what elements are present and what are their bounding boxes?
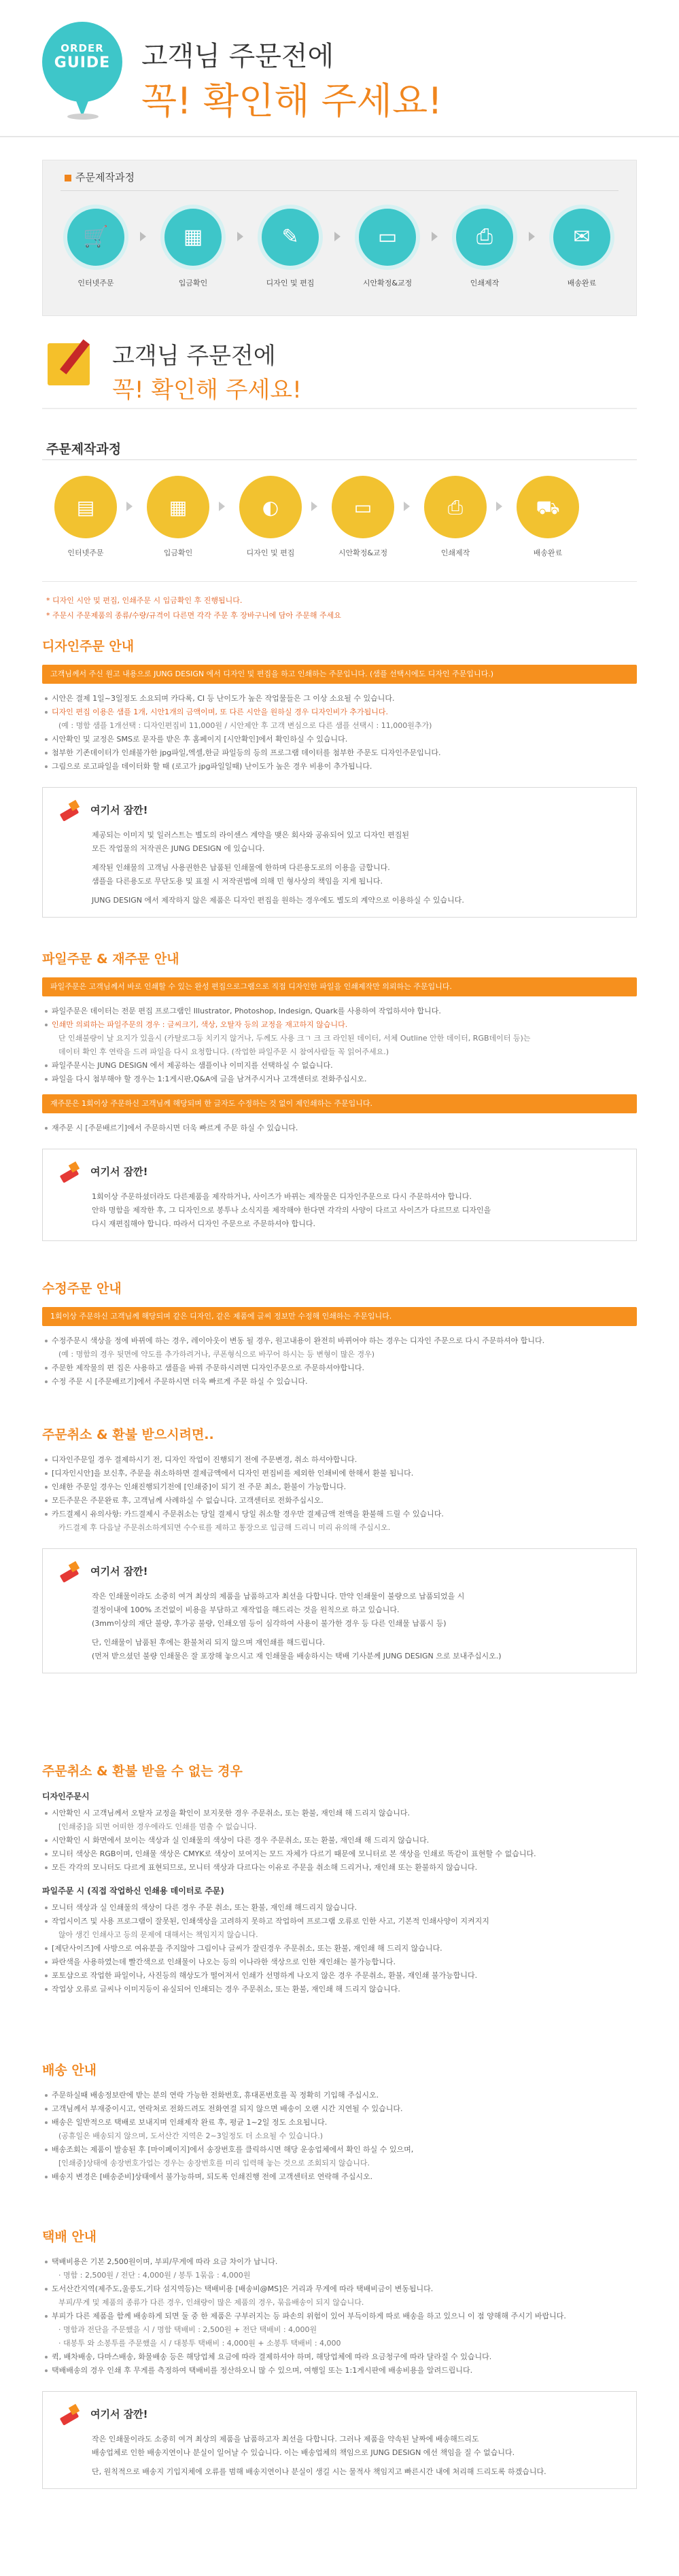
section-bar: 1회이상 주문하신 고객님께 해당되며 같은 디자인, 같은 제품에 글씨 정보만 수정해 인쇄하는 주문입니다. [42, 1307, 637, 1326]
list-item: · 명함 : 2,500원 / 전단 : 4,000원 / 봉투 1묶음 : 4,000원 [58, 2271, 251, 2280]
list-item: 부피가 다른 제품을 함께 배송하게 되면 둘 중 한 제품은 구부러지는 등 파손의 위험이 있어 부득이하게 따로 배송을 하고 있으니 이 점 양해해 주시기 바랍니다. [52, 2310, 637, 2323]
bullet-list [42, 1453, 637, 1535]
bullet-list [42, 1901, 637, 1996]
list-item: 인쇄만 의뢰하는 파일주문의 경우 : 글씨크기, 색상, 오탈자 등의 교정을 재고하지 않습니다. [52, 1018, 637, 1032]
process-step-label: 디자인 및 편집 [246, 549, 295, 557]
cancel-refund-section [42, 1424, 637, 1680]
monitor-icon: ▭ [355, 205, 420, 270]
no-refund-section [42, 1760, 637, 1996]
calculator-icon: ▦ [160, 205, 226, 270]
process-step-label: 시안확정&교정 [362, 279, 413, 288]
banner-divider [0, 136, 679, 137]
list-item: 작업상 오류로 글씨나 이미지등이 유실되어 인쇄되는 경우 주문취소, 또는 환불, 재인쇄 해 드리지 않습니다. [52, 1983, 637, 1996]
process-step [452, 205, 517, 290]
section-bar: 고객님께서 주신 원고 내용으로 JUNG DESIGN 에서 디자인 및 편집을 하고 인쇄하는 주문입니다. (샘플 선택시에도 디자인 주문입니다.) [42, 665, 637, 684]
list-item: 카드결제시 유의사항: 카드결제시 주문취소는 당일 결제시 당일 취소할 경우만 결제금액 전액을 환불해 드릴 수 있습니다. [52, 1508, 637, 1521]
bullet-list [42, 1807, 637, 1875]
list-item: [디자인시안]을 보신후, 주문을 취소하하면 결제금액에서 디자인 편집비를 제외한 인쇄비에 한해서 환불 됩니다. [52, 1467, 637, 1480]
palette-icon: ◐ [239, 476, 302, 538]
process-step [549, 205, 614, 290]
bullet-list [42, 1334, 637, 1389]
pencil-icon [58, 799, 81, 822]
list-item: 작업시이즈 및 사용 프로그램이 잘못된, 인쇄색상을 고려하지 못하고 작업하여 프로그램 오류로 인한 사고, 기본적 인쇄사양이 지켜지지 [52, 1915, 637, 1928]
list-item: 부피/무게 및 제품의 종류가 다른 경우, 인쇄량이 많은 제품의 경우, 묶음배송이 되지 않습니다. [58, 2298, 364, 2308]
caution-header [58, 2403, 621, 2426]
order-note: * 디자인 시안 및 편집, 인쇄주문 시 입금확인 후 진행됩니다. [46, 593, 341, 608]
list-item: 퀵, 배차배송, 다마스배송, 화물배송 등은 해당업체 요금에 따라 결제하셔야 하며, 해당업체에 따라 요금청구에 따라 달라질 수 있습니다. [52, 2350, 637, 2364]
process-step-label: 입금확인 [163, 549, 193, 557]
arrow-right-icon [311, 502, 317, 511]
memo-pen-icon [48, 343, 90, 385]
arrow-right-icon [334, 232, 341, 241]
section-title: 디자인주문 안내 [42, 639, 135, 654]
caution-box [42, 1548, 637, 1673]
badge-shadow [67, 114, 99, 120]
caution-line: 제작된 인쇄물의 고객님 사용권한은 납품된 인쇄물에 한하며 다른용도로의 이용을 금합니다. [92, 863, 390, 873]
arrow-right-icon [496, 502, 502, 511]
caution-title: 여기서 잠깐! [90, 1166, 148, 1179]
section-title: 주문취소 & 환불 받으시려면.. [42, 1427, 214, 1442]
list-item: 주문하실때 배송정보란에 받는 분의 연락 가능한 전화번호, 휴대폰번호를 꼭 정확히 기입해 주십시오. [52, 2089, 637, 2102]
list-item: 시안은 결제 1일~3일정도 소요되며 카다록, CI 등 난이도가 높은 작업물들은 그 이상 소요될 수 있습니다. [52, 692, 637, 706]
process-step [517, 476, 579, 559]
process-step-label: 배송완료 [567, 279, 597, 288]
cart-icon: 🛒 [63, 205, 128, 270]
caution-line: 1회이상 주문하셨더라도 다른제품을 제작하거나, 사이즈가 바뀌는 제작물은 디자인주문으로 다시 주문하셔야 합니다. [92, 1192, 472, 1202]
process-step-label: 인터넷주문 [67, 549, 104, 557]
design-order-section [42, 636, 637, 924]
caution-line: 작은 인쇄물이라도 소중히 여겨 최상의 제품을 납품하고자 최선을 다합니다. 만약 인쇄물이 불량으로 납품되었을 시 [92, 1592, 465, 1601]
process2-steps [54, 476, 612, 571]
section2-title-line2: 꼭! 확인해 주세요! [112, 377, 302, 404]
list-item: 시안확인 시 고객님께서 오탈자 교정을 확인이 보지못한 경우 주문취소, 또는 환불, 재인쇄 해 드리지 않습니다. [52, 1807, 637, 1820]
top-banner [0, 0, 679, 143]
process-step-label: 시안확정&교정 [338, 549, 388, 557]
caution-line: JUNG DESIGN 에서 제작하지 않은 제품은 디자인 편집을 원하는 경우에도 별도의 계약으로 이용하실 수 있습니다. [92, 896, 464, 905]
section-title: 수정주문 안내 [42, 1281, 122, 1296]
folder-icon: ▤ [54, 476, 117, 538]
process-step [424, 476, 487, 559]
section2-divider [42, 408, 637, 409]
arrow-right-icon [237, 232, 243, 241]
list-item: 배송조회는 제품이 발송된 후 [마이페이지]에서 송장번호를 클릭하시면 해당 운송업체에서 확인 하실 수 있으며, [52, 2143, 637, 2157]
caution-line: 모든 작업물의 저작권은 JUNG DESIGN 에 있습니다. [92, 844, 265, 854]
badge-guide-text: GUIDE [54, 54, 111, 71]
bullet-list [42, 2089, 637, 2184]
bullet-list [42, 2255, 637, 2378]
file-order-section [42, 948, 637, 1248]
arrow-right-icon [140, 232, 146, 241]
pencil-icon [58, 1560, 81, 1583]
arrow-right-icon [126, 502, 133, 511]
calculator-icon: ▦ [147, 476, 209, 538]
list-item: 디자인주문일 경우 결제하시기 전, 디자인 작업이 진행되기 전에 주문변경, 취소 하셔야합니다. [52, 1453, 637, 1467]
gift-icon: ✉ [549, 205, 614, 270]
list-item: 주문한 제작물의 편 집은 사용하고 샘플을 바꿔 주문하시려면 디자인주문으로 주문하셔야합니다. [52, 1361, 637, 1375]
list-item: [제단사이즈]에 사방으로 여유분을 주지않아 그림이나 글씨가 잘린경우 주문취소, 또는 환불, 재인쇄 해 드리지 않습니다. [52, 1942, 637, 1955]
bullet-list [42, 1005, 637, 1086]
list-item: 모니터 색상은 RGB이며, 인쇄물 색상은 CMYK로 색상이 보여지는 모드 자체가 다르기 때문에 모니터로 본 색상을 인쇄로 똑같이 표현할 수 없습니다. [52, 1847, 637, 1861]
list-item: [인쇄중]상태에 송장번호가업는 경우는 송장번호를 미리 입력해 놓는 것으로 조회되지 않습니다. [58, 2159, 370, 2168]
caution-line: 제공되는 이미지 및 일러스트는 별도의 라이센스 계약을 맺은 회사와 공유되어 있고 디자인 편집된 [92, 831, 409, 840]
caution-title: 여기서 잠깐! [90, 1565, 148, 1578]
list-item: 모든 각각의 모니터도 다르게 표현되므로, 모니터 색상과 다르다는 이유로 주문을 취소해 드리거나, 재인쇄 또는 환불하지 않습니다. [52, 1861, 637, 1875]
order-guide-badge [42, 22, 122, 102]
list-item: 수정 주문 시 [주문배르기]에서 주문하시면 더욱 빠르게 주문 하실 수 있습니다. [52, 1375, 637, 1389]
section-title: 배송 안내 [42, 2063, 97, 2078]
list-item: 단 인쇄불량이 날 요지가 있을시 (카탈로그등 치키지 않거나, 두께도 사용 크ㄱ 크 크 라인된 데이터, 서체 Outline 안한 데이터, RGB데이터 등)는 [58, 1034, 531, 1043]
process2-title: 주문제작과정 [46, 442, 122, 457]
monitor-icon: ▭ [332, 476, 394, 538]
palette-icon: ✎ [258, 205, 323, 270]
caution-header [58, 1560, 621, 1583]
list-item: (공휴일은 배송되지 않으며, 도서산간 지역은 2~3일정도 더 소요될 수 있습니다.) [58, 2131, 324, 2141]
list-item: 파일주문은 데이터는 전문 편집 프로그램인 Illustrator, Photoshop, Indesign, Quark를 사용하여 작업하셔야 합니다. [52, 1005, 637, 1018]
courier-section [42, 2226, 637, 2496]
section2-title-line1: 고객님 주문전에 [112, 343, 276, 370]
caution-body [58, 1590, 621, 1663]
caution-line: 샘플을 다른용도로 무단도용 및 표절 시 저작권법에 의해 민 형사상의 책임을 지게 됩니다. [92, 877, 383, 886]
process-step [258, 205, 323, 290]
list-item: 택배배송의 경우 인쇄 후 무게를 측정하여 택배비를 정산하오니 많 수 있으며, 여행일 또는 1:1게시판에 배송비용을 알려드립니다. [52, 2364, 637, 2378]
subsection-title: 파일주문 시 (직접 작업하신 인쇄용 데이터로 주문) [42, 1886, 224, 1896]
process-step-label: 인쇄제작 [470, 279, 500, 288]
list-item: 디자인 편집 이용은 샘플 1개, 시안1개의 금액이며, 또 다른 시안을 원하실 경우 디자인비가 추가됩니다. [52, 706, 637, 719]
process-step [160, 205, 226, 290]
pencil-icon [58, 1160, 81, 1183]
list-item: 도서산간지역(제주도,울릉도,기타 섬지역등)는 택배비용 [배송비@MS]은 거리과 무게에 따라 택배비금이 변동됩니다. [52, 2282, 637, 2296]
pencil-icon [58, 2403, 81, 2426]
order-notes [46, 593, 341, 623]
list-item: 첨부한 기존데이터가 인쇄불가한 jpg파일,엑셀,한글 파일등의 등의 프로그램 데이터를 첨부한 주문도 디자인주문입니다. [52, 746, 637, 760]
caution-body [58, 1190, 621, 1231]
caution-box [42, 1149, 637, 1241]
caution-box [42, 787, 637, 918]
caution-title: 여기서 잠깐! [90, 2408, 148, 2421]
caution-line: 작은 인쇄물이라도 소중히 여겨 최상의 제품을 납품하고자 최선을 다합니다. 그러나 제품을 약속된 날짜에 배송해드리도 [92, 2435, 479, 2444]
caution-box [42, 2391, 637, 2489]
caution-body [58, 2433, 621, 2479]
printer-icon: ⎙ [452, 205, 517, 270]
process-step [54, 476, 117, 559]
list-item: · 대봉투 와 소봉투를 주문했을 시 / 대봉투 택배비 : 4,000원 + 소봉투 택배비 : 4,000 [58, 2339, 341, 2348]
arrow-right-icon [432, 232, 438, 241]
process-step [239, 476, 302, 559]
process-title-divider [60, 190, 619, 191]
list-item: 택배비용은 기본 2,500원이며, 부피/무게에 따라 요금 차이가 납니다. [52, 2255, 637, 2269]
process-step-label: 디자인 및 편집 [266, 279, 315, 288]
arrow-right-icon [404, 502, 410, 511]
list-item: 카드결제 후 다음날 주문취소하게되면 수수료를 제하고 통장으로 입금해 드리니 미리 유의해 주십시오. [58, 1523, 391, 1533]
caution-line: 단, 인쇄물이 납품된 후에는 환불처리 되지 않으며 재인쇄를 해드립니다. [92, 1638, 326, 1648]
order-note: * 주문시 주문제품의 종류/수량/규격이 다른면 각각 주문 후 장바구니에 담아 주문해 주세요 [46, 608, 341, 623]
list-item: 배송은 일반적으로 택배로 보내지며 인쇄제작 완료 후, 평균 1~2일 정도 소요됩니다. [52, 2116, 637, 2129]
process-title: 주문제작과정 [65, 169, 135, 186]
list-item: · 명함과 전단을 주문했을 시 / 명함 택배비 : 2,500원 + 전단 택배비 : 4,000원 [58, 2325, 317, 2335]
list-item: 그림으로 로고파일을 데이터화 할 때 (로고가 jpg파일일때) 난이도가 높은 경우 비용이 추가됩니다. [52, 760, 637, 773]
process2-bottom-divider [42, 581, 637, 582]
caution-line: (먼저 받으셨던 불량 인쇄물은 잘 포장해 놓으시고 재 인쇄물을 배송하시는 택배 기사분께 JUNG DESIGN 으로 보내주십시오.) [92, 1652, 502, 1661]
list-item: 시안확인 및 교정은 SMS로 문자를 받은 후 홈페이지 [시안확인]에서 확인하실 수 있습니다. [52, 733, 637, 746]
process-steps [63, 205, 617, 307]
section-title: 파일주문 & 재주문 안내 [42, 952, 179, 967]
process-step-label: 입금확인 [178, 279, 208, 288]
process-box-1 [42, 160, 637, 316]
bullet-list [42, 1121, 637, 1135]
revision-order-section [42, 1278, 637, 1389]
caution-line: 다시 재편집해야 합니다. 따라서 디자인 주문으로 주문하셔야 합니다. [92, 1219, 315, 1229]
section-bar: 파일주문은 고객님께서 바로 인쇄할 수 있는 완성 편집으로그램으로 직접 디자인한 파일을 인쇄제작만 의뢰하는 주문입니다. [42, 977, 637, 996]
list-item: 파란색을 사용하였는데 빨간색으로 인쇄물이 나오는 등의 이나라한 색상으로 인한 재인쇄는 불가능합니다. [52, 1955, 637, 1969]
list-item: 모든주문은 주문완료 후, 고객님께 사례하실 수 없습니다. 고객센터로 전화주십시오. [52, 1494, 637, 1508]
subsection-title: 디자인주문시 [42, 1792, 90, 1802]
list-item: 모니터 색상과 실 인쇄물의 색상이 다른 경우 주문 취소, 또는 환불, 재인쇄 해드리지 않습니다. [52, 1901, 637, 1915]
printer-icon: ⎙ [424, 476, 487, 538]
process-step [332, 476, 394, 559]
process-step-label: 인쇄제작 [440, 549, 470, 557]
delivery-section [42, 2059, 637, 2184]
arrow-right-icon [219, 502, 225, 511]
list-item: 데이터 확인 후 연락을 드려 파일을 다시 요청합니다. (작업한 파일주문 시 참여사람들 꼭 읽어주세요.) [58, 1047, 389, 1057]
bullet-list [42, 692, 637, 773]
list-item: 인쇄한 주문일 경우는 인쇄진행되기전에 [인쇄중]이 되기 전 주문 최소, 환불이 가능합니다. [52, 1480, 637, 1494]
list-item: 재주문 시 [주문배르기]에서 주문하시면 더욱 빠르게 주문 하실 수 있습니다. [52, 1121, 637, 1135]
caution-line: 배송업체로 인한 배송지연이나 분실이 일어날 수 있습니다. 이는 배송업체의 책임으로 JUNG DESIGN 에선 책임을 질 수 없습니다. [92, 2448, 515, 2458]
arrow-right-icon [529, 232, 535, 241]
section-title: 택배 안내 [42, 2229, 97, 2244]
caution-line: 안하 명함을 제작한 후, 그 디자인으로 봉투나 소식지를 제작해야 한다면 각각의 사양이 다르고 사이즈가 다르므로 디자인을 [92, 1206, 491, 1215]
process2-divider [42, 459, 637, 460]
process-step-label: 인터넷주문 [77, 279, 114, 288]
section-title: 주문취소 & 환불 받을 수 없는 경우 [42, 1764, 243, 1779]
caution-line: 단, 원칙적으로 배송지 기입지체에 오류를 범해 배송지연이나 분실이 생길 시는 물적사 책임지고 빠른시간 내에 처리해 드리도록 하겠습니다. [92, 2467, 546, 2477]
banner-title-line2: 꼭! 확인해 주세요! [141, 80, 442, 122]
process-step-label: 배송완료 [533, 549, 563, 557]
caution-line: (3mm이상의 재단 불량, 후가공 불량, 인쇄오염 등이 심각하여 사용이 불가한 경우 등 다른 인쇄물 납품시 등) [92, 1619, 447, 1629]
list-item: 파일을 다시 첨부해야 할 경우는 1:1게시판,Q&A에 글을 남겨주시거나 고객센터로 전화주십시오. [52, 1073, 637, 1086]
list-item: 포토샵으로 작업한 파일이나, 사진등의 해상도가 떨어져서 인쇄가 선명하게 나오지 않은 경우 주문취소, 환불, 재인쇄 불가능합니다. [52, 1969, 637, 1983]
list-item: 않아 생긴 인쇄사고 등의 문제에 대해서는 책임지지 않습니다. [58, 1930, 258, 1940]
caution-title: 여기서 잠깐! [90, 804, 148, 817]
process-step [355, 205, 420, 290]
list-item: 수정주문시 색상을 정에 바뀌에 하는 경우, 레이아웃이 변동 될 경우, 원고내용이 완전히 바뀌어야 하는 경우는 디자인 주문으로 다시 주문하셔야 합니다. [52, 1334, 637, 1348]
caution-line: 결정이내에 100% 조건없이 비용을 부담하고 재작업을 해드리는 것을 원칙으로 하고 있습니다. [92, 1605, 400, 1615]
caution-body [58, 829, 621, 907]
section-bar: 재주문은 1회이상 주문하신 고객님께 해당되며 한 글자도 수정하는 것 없이 제인쇄하는 주문입니다. [42, 1094, 637, 1113]
list-item: (예 : 명함 샘플 1개선택 : 디자인편집비 11,000원 / 시안제안 후 고객 변심으로 다른 샘플 선택시 : 11,000원추가) [58, 721, 432, 731]
list-item: [인쇄중]을 되면 어떠한 경우에라도 인쇄를 멈출 수 없습니다. [58, 1822, 257, 1832]
caution-header [58, 1160, 621, 1183]
caution-header [58, 799, 621, 822]
list-item: 시안확인 시 화면에서 보이는 색상과 실 인쇄물의 색상이 다른 경우 주문취소, 또는 환불, 재인쇄 해 드리지 않습니다. [52, 1834, 637, 1847]
list-item: 파일주문시는 JUNG DESIGN 에서 제공하는 샘플이나 이미지를 선택하실 수 없습니다. [52, 1059, 637, 1073]
truck-icon: ⛟ [517, 476, 579, 538]
banner-title-line1: 고객님 주문전에 [141, 41, 334, 72]
process-step [147, 476, 209, 559]
list-item: 배송지 변경은 [배송준비]상태에서 불가능하며, 되도록 인쇄진행 전에 고객센터로 연락해 주십시오. [52, 2170, 637, 2184]
badge-order-text: ORDER [60, 42, 104, 54]
list-item: (예 : 명함의 경우 뒷면에 약도를 추가하려거나, 쿠폰형식으로 바꾸어 하시는 등 변형이 많은 경우) [58, 1350, 375, 1359]
list-item: 고객님께서 부재중이시고, 연락처로 전화드려도 전화연결 되지 않으면 배송이 오랜 시간 지연될 수 있습니다. [52, 2102, 637, 2116]
process-step [63, 205, 128, 290]
